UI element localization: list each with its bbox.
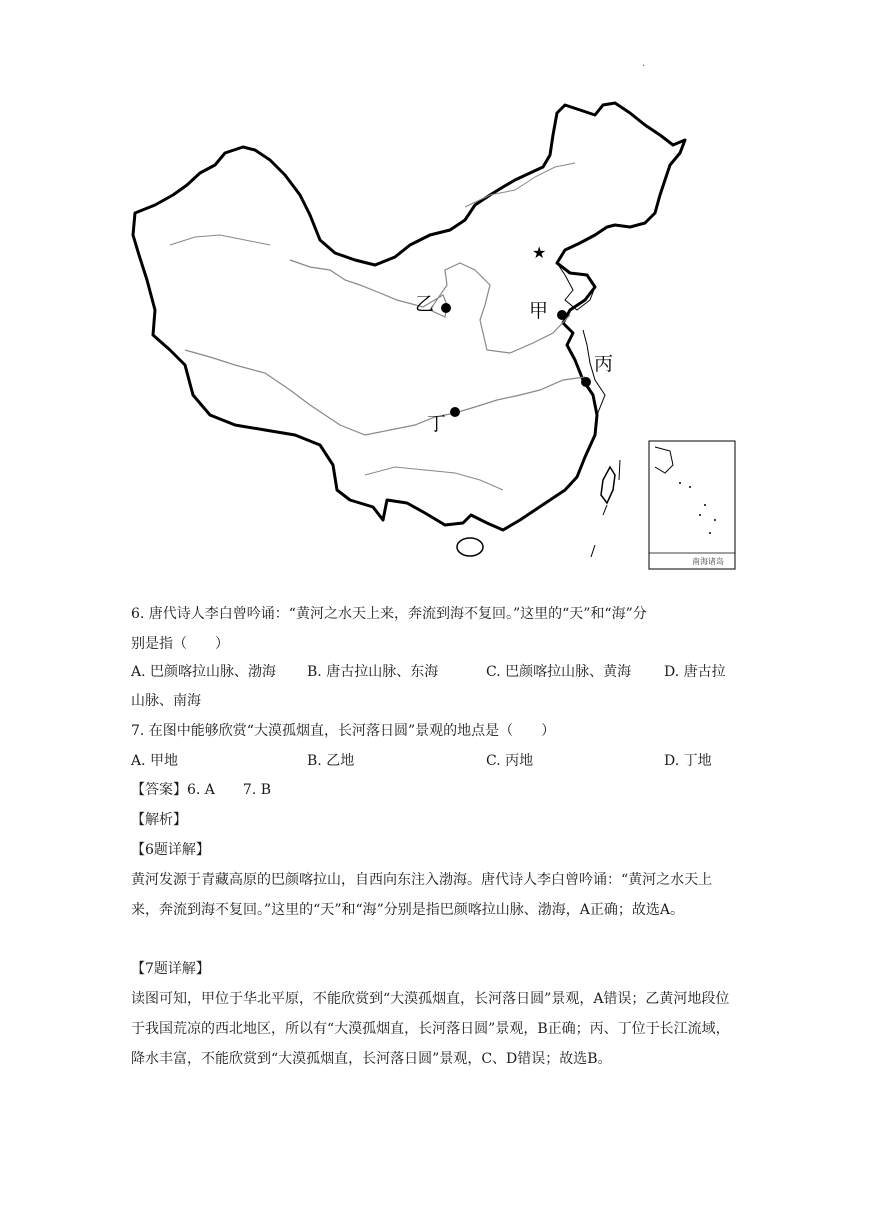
inset-island — [709, 532, 711, 534]
label-ding: 丁 — [427, 413, 447, 435]
yangtze-river — [185, 350, 585, 435]
bing-point — [581, 377, 591, 387]
label-yi: 乙 — [415, 293, 435, 315]
pearl-river — [365, 467, 503, 490]
tibet-river — [170, 235, 270, 245]
detail-7-body: 读图可知，甲位于华北平原，不能欣赏到“大漠孤烟直，长河落日圆”景观，A错误；乙黄河地段位于我国荒凉的西北地区，所以有“大漠孤烟直，长河落日圆”景观，B正确；丙、丁位于长江流域，降水丰富，不能欣赏到“大漠孤烟直，长河落日圆”景观，C、D错误；故选B。 — [131, 991, 730, 1067]
q6-stem-line2: 别是指（ ） — [131, 636, 229, 652]
page-marker: . — [642, 58, 646, 69]
q6-option-c: C. 巴颜喀拉山脉、黄海 — [486, 664, 632, 680]
hainan-island — [457, 538, 483, 556]
inset-island — [704, 504, 706, 506]
q7-option-d: D. 丁地 — [664, 753, 712, 769]
q6-option-d-cont: 山脉、南海 — [131, 693, 201, 709]
q6-option-a: A. 巴颜喀拉山脉、渤海 — [131, 664, 277, 680]
q7-option-c: C. 丙地 — [486, 753, 534, 769]
yi-point — [441, 303, 451, 313]
q6-stem-line1: 6. 唐代诗人李白曾吟诵：“黄河之水天上来，奔流到海不复回。”这里的“天”和“海”分 — [131, 606, 647, 622]
label-jia: 甲 — [529, 300, 549, 322]
inset-box — [649, 441, 735, 569]
ding-point — [450, 407, 460, 417]
inset-island — [714, 519, 716, 521]
inset-caption: 南海诸岛 — [692, 557, 724, 566]
detail-6-body: 黄河发源于青藏高原的巴颜喀拉山，自西向东注入渤海。唐代诗人李白曾吟诵：“黄河之水天上来，奔流到海不复回。”这里的“天”和“海”分别是指巴颜喀拉山脉、渤海，A正确；故选A。 — [131, 872, 713, 918]
q7-stem: 7. 在图中能够欣赏“大漠孤烟直，长河落日圆”景观的地点是（ ） — [131, 723, 556, 739]
china-map-svg — [125, 95, 740, 575]
inset-island — [699, 514, 701, 516]
q6-option-b: B. 唐古拉山脉、东海 — [307, 664, 439, 680]
capital-star: ★ — [532, 243, 547, 262]
q7-option-b: B. 乙地 — [307, 753, 355, 769]
national-border — [133, 103, 685, 530]
label-bing: 丙 — [594, 353, 614, 375]
detail-6-heading: 【6题详解】 — [131, 842, 210, 858]
inset-island — [689, 486, 691, 488]
analysis-heading: 【解析】 — [131, 812, 187, 828]
bohai-coast — [557, 263, 595, 310]
q7-option-a: A. 甲地 — [131, 753, 179, 769]
china-map — [125, 95, 740, 575]
taiwan-island — [601, 467, 615, 503]
inset-island — [679, 482, 681, 484]
q6-option-d: D. 唐古拉 — [664, 664, 726, 680]
sea-border-mark — [619, 460, 620, 480]
jia-point — [557, 310, 567, 320]
detail-7-heading: 【7题详解】 — [131, 961, 210, 977]
answer-line: 【答案】6. A 7. B — [131, 782, 272, 798]
sea-border-mark — [603, 505, 607, 515]
sea-border-mark — [591, 545, 595, 557]
